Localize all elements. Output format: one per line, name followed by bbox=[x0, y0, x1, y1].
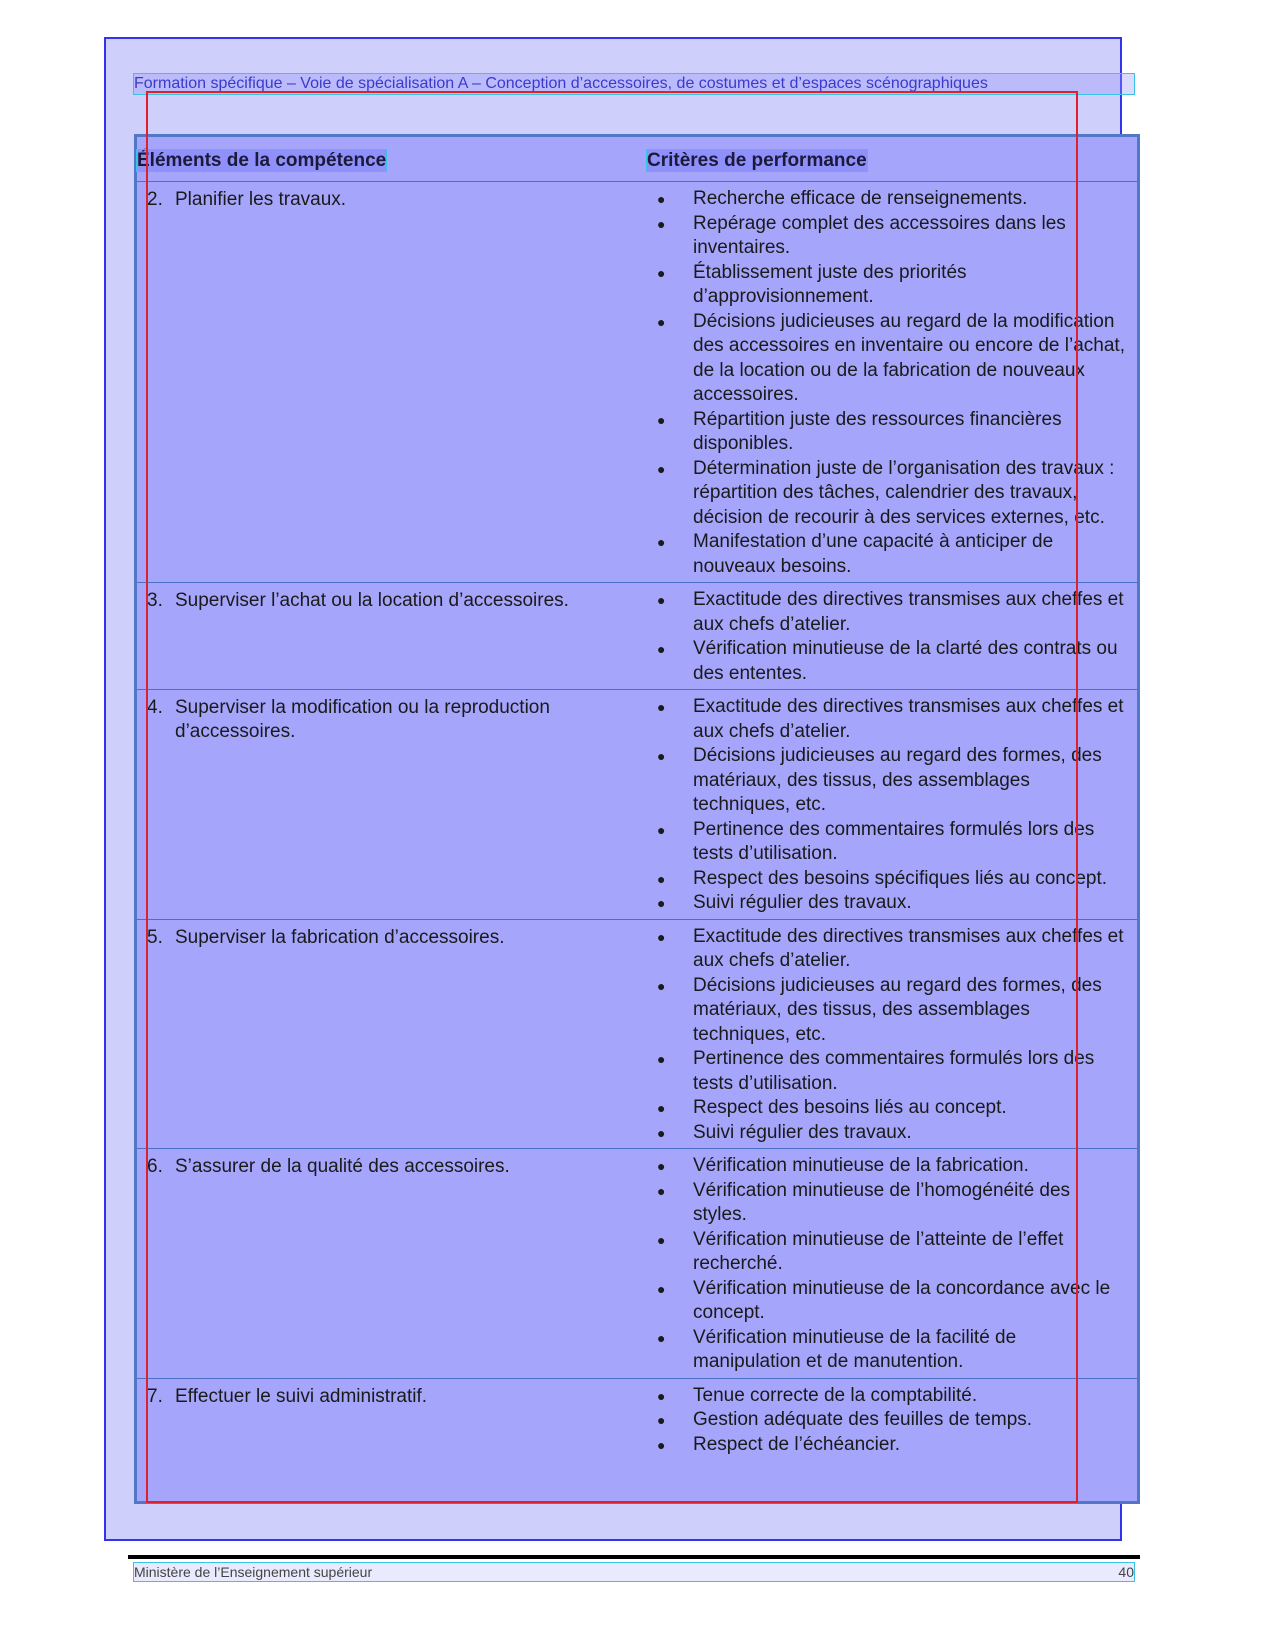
competence-element bbox=[137, 1379, 647, 1409]
criterion-text: Respect des besoins spécifiques liés au concept. bbox=[693, 867, 1108, 889]
criterion-text: Vérification minutieuse de la clarté des contrats ou des ententes. bbox=[693, 638, 1118, 684]
footer-rule bbox=[128, 1555, 1140, 1559]
element-number: 7. bbox=[147, 1385, 163, 1407]
element-text: Planifier les travaux. bbox=[175, 189, 347, 210]
page-footer bbox=[134, 1563, 1134, 1581]
list-item bbox=[657, 530, 1137, 579]
bullet-icon: ● bbox=[657, 1158, 666, 1174]
bullet-icon: ● bbox=[657, 977, 666, 994]
element-cell bbox=[137, 1149, 647, 1379]
criteria-cell bbox=[647, 583, 1137, 690]
element-number: 3. bbox=[147, 590, 163, 611]
bullet-icon: ● bbox=[657, 264, 666, 281]
bullet-icon: ● bbox=[657, 641, 666, 657]
bullet-icon: ● bbox=[657, 895, 666, 911]
element-number: 6. bbox=[147, 1156, 163, 1177]
list-item bbox=[657, 1408, 1137, 1433]
bullet-icon: ● bbox=[657, 699, 666, 715]
list-item bbox=[657, 1121, 1137, 1146]
criteria-cell bbox=[647, 182, 1137, 583]
criterion-text: Décisions judicieuses au regard des formes, des matériaux, des tissus, des assemblages techniques, etc. bbox=[693, 974, 1102, 1045]
list-item bbox=[657, 1433, 1137, 1458]
list-item bbox=[657, 187, 1137, 212]
element-cell bbox=[137, 690, 647, 920]
competence-table bbox=[137, 137, 1137, 1460]
bullet-icon: ● bbox=[657, 1280, 666, 1297]
criterion-text: Vérification minutieuse de la concordance avec le concept. bbox=[693, 1277, 1111, 1323]
bullet-icon: ● bbox=[657, 215, 666, 232]
bullet-icon: ● bbox=[657, 1436, 666, 1453]
bullet-icon: ● bbox=[657, 748, 666, 764]
bullet-icon: ● bbox=[657, 592, 666, 608]
column-header-criteria-label: Critères de performance bbox=[647, 150, 867, 171]
list-item bbox=[657, 695, 1137, 744]
column-header-elements bbox=[137, 137, 647, 182]
criterion-text: Respect de l’échéancier. bbox=[693, 1433, 901, 1455]
list-item bbox=[657, 1154, 1137, 1179]
bullet-icon: ● bbox=[657, 1387, 666, 1404]
bullet-icon: ● bbox=[657, 1182, 666, 1199]
competence-element bbox=[137, 1149, 647, 1179]
bullet-icon: ● bbox=[657, 821, 666, 838]
criterion-text: Recherche efficace de renseignements. bbox=[693, 188, 1028, 209]
competence-element bbox=[137, 583, 647, 613]
element-cell bbox=[137, 1378, 647, 1460]
list-item bbox=[657, 891, 1137, 916]
table-row bbox=[137, 583, 1137, 690]
bullet-icon: ● bbox=[657, 534, 666, 550]
list-item bbox=[657, 1277, 1137, 1326]
criterion-text: Suivi régulier des travaux. bbox=[693, 1121, 912, 1143]
criterion-text: Tenue correcte de la comptabilité. bbox=[693, 1384, 978, 1406]
bullet-icon: ● bbox=[657, 1124, 666, 1141]
criterion-text: Respect des besoins liés au concept. bbox=[693, 1097, 1007, 1118]
element-cell bbox=[137, 182, 647, 583]
list-item bbox=[657, 1326, 1137, 1375]
list-item bbox=[657, 925, 1137, 974]
bullet-icon: ● bbox=[657, 411, 666, 428]
criterion-text: Décisions judicieuses au regard de la modification des accessoires en inventaire ou encore de l’achat, de la location ou de la fabrication de nouveaux accessoires. bbox=[693, 310, 1125, 405]
element-text: Superviser la fabrication d’accessoires. bbox=[175, 926, 505, 948]
list-item bbox=[657, 974, 1137, 1048]
list-item bbox=[657, 261, 1137, 310]
element-cell bbox=[137, 919, 647, 1149]
bullet-icon: ● bbox=[657, 1329, 666, 1346]
list-item bbox=[657, 1096, 1137, 1121]
column-header-criteria bbox=[647, 137, 1137, 182]
element-cell bbox=[137, 583, 647, 690]
criterion-text: Gestion adéquate des feuilles de temps. bbox=[693, 1409, 1033, 1430]
criterion-text: Répartition juste des ressources financières disponibles. bbox=[693, 408, 1062, 454]
list-item bbox=[657, 744, 1137, 818]
bullet-icon: ● bbox=[657, 191, 666, 207]
list-item bbox=[657, 1047, 1137, 1096]
competence-element bbox=[137, 920, 647, 950]
criteria-cell bbox=[647, 1149, 1137, 1379]
column-header-elements-label: Éléments de la compétence bbox=[137, 150, 387, 171]
criterion-text: Décisions judicieuses au regard des formes, des matériaux, des tissus, des assemblages techniques, etc. bbox=[693, 745, 1102, 815]
criterion-text: Pertinence des commentaires formulés lors des tests d’utilisation. bbox=[693, 1048, 1095, 1094]
bullet-icon: ● bbox=[657, 1051, 666, 1067]
criterion-text: Exactitude des directives transmises aux cheffes et aux chefs d’atelier. bbox=[693, 589, 1124, 635]
criteria-list bbox=[647, 690, 1137, 919]
list-item bbox=[657, 212, 1137, 261]
competence-element bbox=[137, 182, 647, 212]
element-number: 5. bbox=[147, 926, 163, 948]
table-row bbox=[137, 1378, 1137, 1460]
element-text: Superviser la modification ou la reproduction d’accessoires. bbox=[175, 697, 550, 742]
bullet-icon: ● bbox=[657, 870, 666, 887]
competence-table-container bbox=[134, 134, 1140, 1504]
table-body bbox=[137, 182, 1137, 1461]
criterion-text: Vérification minutieuse de l’homogénéité des styles. bbox=[693, 1179, 1071, 1225]
bullet-icon: ● bbox=[657, 1231, 666, 1248]
criteria-cell bbox=[647, 690, 1137, 920]
criterion-text: Vérification minutieuse de la facilité de manipulation et de manutention. bbox=[693, 1326, 1017, 1372]
footer-ministry: Ministère de l’Enseignement supérieur bbox=[134, 1564, 373, 1580]
criterion-text: Exactitude des directives transmises aux cheffes et aux chefs d’atelier. bbox=[693, 696, 1124, 742]
criterion-text: Détermination juste de l’organisation des travaux : répartition des tâches, calendrier des travaux, décision de recourir à des services externes, etc. bbox=[693, 457, 1115, 528]
criteria-list bbox=[647, 583, 1137, 689]
criterion-text: Vérification minutieuse de la fabrication. bbox=[693, 1155, 1029, 1176]
bullet-icon: ● bbox=[657, 1100, 666, 1116]
competence-element bbox=[137, 690, 647, 744]
criteria-list bbox=[647, 1379, 1137, 1461]
bullet-icon: ● bbox=[657, 928, 666, 945]
criterion-text: Suivi régulier des travaux. bbox=[693, 892, 912, 913]
criterion-text: Vérification minutieuse de l’atteinte de l’effet recherché. bbox=[693, 1228, 1064, 1274]
list-item bbox=[657, 1384, 1137, 1409]
criteria-list bbox=[647, 920, 1137, 1149]
element-text: Effectuer le suivi administratif. bbox=[175, 1385, 428, 1407]
criterion-text: Établissement juste des priorités d’approvisionnement. bbox=[693, 261, 967, 307]
element-number: 2. bbox=[147, 189, 163, 210]
table-row bbox=[137, 690, 1137, 920]
element-number: 4. bbox=[147, 697, 163, 718]
list-item bbox=[657, 310, 1137, 408]
criteria-list bbox=[647, 182, 1137, 582]
list-item bbox=[657, 1228, 1137, 1277]
list-item bbox=[657, 1179, 1137, 1228]
list-item bbox=[657, 818, 1137, 867]
list-item bbox=[657, 457, 1137, 531]
criteria-cell bbox=[647, 919, 1137, 1149]
table-header-row bbox=[137, 137, 1137, 182]
table-row bbox=[137, 919, 1137, 1149]
element-text: S’assurer de la qualité des accessoires. bbox=[175, 1156, 510, 1177]
criterion-text: Exactitude des directives transmises aux cheffes et aux chefs d’atelier. bbox=[693, 925, 1124, 971]
table-row bbox=[137, 1149, 1137, 1379]
criteria-cell bbox=[647, 1378, 1137, 1460]
criterion-text: Manifestation d’une capacité à anticiper de nouveaux besoins. bbox=[693, 531, 1054, 577]
criterion-text: Repérage complet des accessoires dans les inventaires. bbox=[693, 212, 1066, 258]
table-row bbox=[137, 182, 1137, 583]
list-item bbox=[657, 637, 1137, 686]
criterion-text: Pertinence des commentaires formulés lors des tests d’utilisation. bbox=[693, 818, 1095, 864]
bullet-icon: ● bbox=[657, 313, 666, 330]
bullet-icon: ● bbox=[657, 1412, 666, 1428]
list-item bbox=[657, 408, 1137, 457]
running-header: Formation spécifique – Voie de spécialisation A – Conception d’accessoires, de costumes et d’espaces scénographiques bbox=[134, 74, 1134, 94]
criteria-list bbox=[647, 1149, 1137, 1378]
list-item bbox=[657, 588, 1137, 637]
bullet-icon: ● bbox=[657, 460, 666, 477]
element-text: Superviser l’achat ou la location d’accessoires. bbox=[175, 590, 569, 611]
footer-page-number: 40 bbox=[1118, 1564, 1134, 1580]
list-item bbox=[657, 867, 1137, 892]
